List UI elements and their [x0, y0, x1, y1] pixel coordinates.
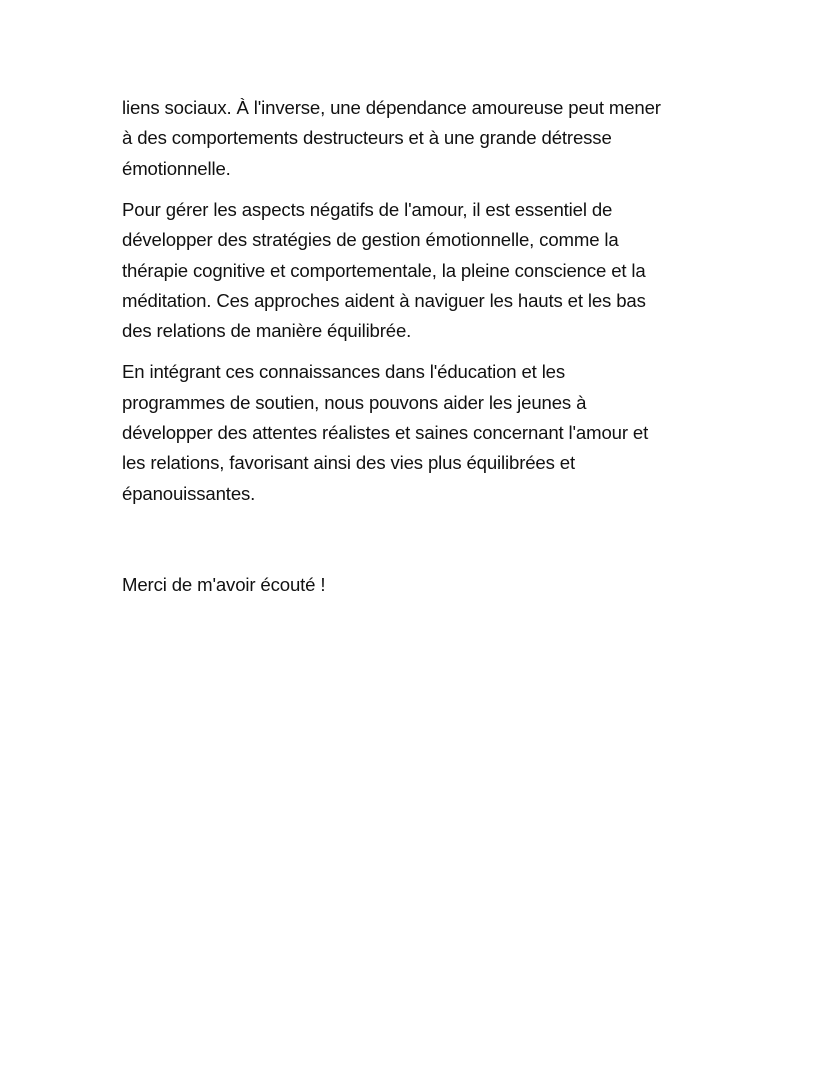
paragraph-education [122, 357, 722, 509]
paragraph-social-ties [122, 93, 722, 184]
text-line: En intégrant ces connaissances dans l'éducation et les [122, 361, 566, 383]
text-line: méditation. Ces approches aident à naviguer les hauts et les bas [122, 289, 646, 311]
text-line: des relations de manière équilibrée. [122, 320, 412, 342]
text-line: développer des stratégies de gestion émotionnelle, comme la [122, 229, 619, 251]
paragraph-emotional-strategies [122, 195, 722, 347]
text-line: épanouissantes. [122, 482, 256, 504]
text-line: programmes de soutien, nous pouvons aider les jeunes à [122, 391, 587, 413]
text-line: les relations, favorisant ainsi des vies plus équilibrées et [122, 452, 575, 474]
text-line: thérapie cognitive et comportementale, la pleine conscience et la [122, 259, 646, 281]
text-line: Pour gérer les aspects négatifs de l'amour, il est essentiel de [122, 198, 613, 220]
text-line: développer des attentes réalistes et saines concernant l'amour et [122, 422, 649, 444]
text-line: liens sociaux. À l'inverse, une dépendance amoureuse peut mener [122, 97, 661, 118]
text-line: émotionnelle. [122, 157, 231, 179]
text-line: à des comportements destructeurs et à une grande détresse [122, 127, 612, 149]
document-body [122, 93, 722, 520]
closing-remark: Merci de m'avoir écouté ! [122, 574, 326, 595]
